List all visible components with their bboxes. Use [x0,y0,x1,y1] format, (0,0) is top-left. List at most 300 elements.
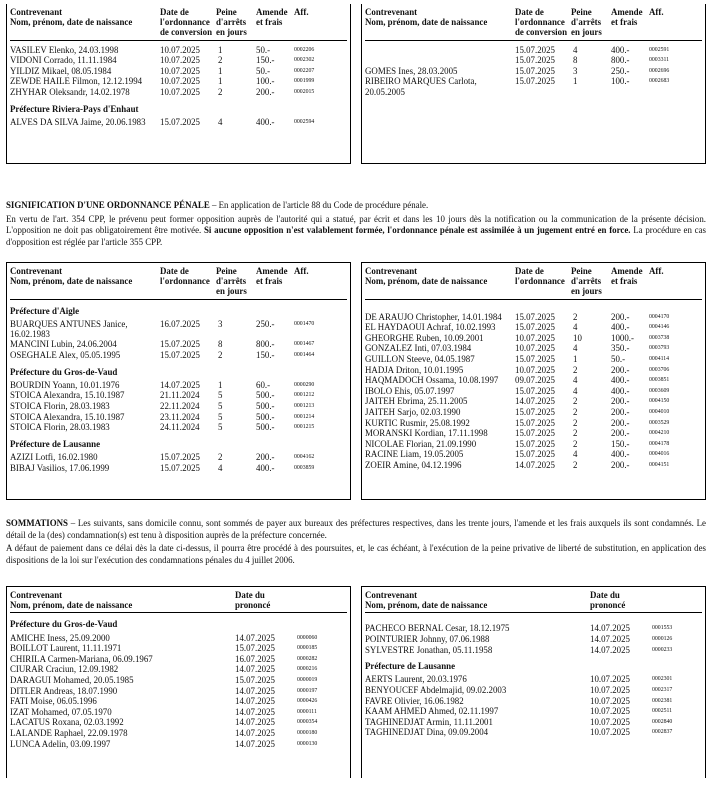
affaire-number: 0002683 [649,78,670,85]
header-amende: Amende et frais [256,7,288,28]
prononce-date: 14.07.2025 [590,634,630,645]
table-row [365,685,702,696]
affaire-number: 0000426 [297,698,318,705]
ordonnance-date: 15.07.2025 [160,452,200,463]
offender-name: BENYOUCEF Abdelmajid, 09.02.2003 [365,685,507,696]
table-row [365,407,702,418]
amende-amount: 400.- [611,44,630,55]
affaire-number: 0004210 [649,430,670,437]
peine-days: 2 [573,364,578,375]
affaire-number: 0000130 [297,740,318,747]
header-peine: Peine d'arrêts en jours [216,266,247,297]
table-row [365,623,702,634]
amende-amount: 500.- [256,401,275,412]
ordonnance-date: 21.11.2024 [160,390,200,401]
table-row [10,380,347,391]
offender-name: MANCINI Lubin, 24.06.2004 [10,339,117,350]
signification-right-rows [365,304,702,471]
table-row [365,322,702,333]
peine-days: 4 [573,385,578,396]
offender-name: AZIZI Lotfi, 16.02.1980 [10,452,98,463]
table-row [10,654,347,665]
group-title: Préfecture Riviera-Pays d'Enhaut [10,103,139,114]
affaire-number: 0000216 [297,666,318,673]
ordonnance-date: 10.07.2025 [160,65,200,76]
affaire-number: 0000185 [297,645,318,652]
affaire-number: 0000019 [297,677,318,684]
amende-amount: 500.- [256,411,275,422]
sommations-right-column [361,586,706,778]
peine-days: 2 [573,417,578,428]
table-header [10,587,347,613]
amende-amount: 400.- [611,449,630,460]
table-row [10,319,347,339]
table-row [365,460,702,471]
amende-amount: 200.- [611,428,630,439]
offender-name: GOMES Ines, 28.03.2005 [365,65,458,76]
amende-amount: 60.- [256,379,271,390]
offender-name: ZEWDE HAILE Filmon, 12.12.1994 [10,76,143,87]
table-row [10,412,347,423]
affaire-number: 0004150 [649,398,670,405]
affaire-number: 0004146 [649,324,670,331]
peine-days: 1 [573,76,578,87]
amende-amount: 50.- [256,44,271,55]
amende-amount: 400.- [256,116,275,127]
peine-days: 5 [218,401,223,412]
header-aff: Aff. [649,7,664,17]
amende-amount: 200.- [611,407,630,418]
offender-name: IBOLO Ehis, 05.07.1997 [365,385,455,396]
ordonnance-date: 24.11.2024 [160,422,200,433]
affaire-number: 0001464 [294,352,315,358]
peine-days: 1 [218,65,223,76]
prononce-date: 15.07.2025 [235,675,275,686]
table-row [365,418,702,429]
signification-left-rows [10,306,347,474]
table-row [10,45,347,56]
prononce-date: 14.07.2025 [590,644,630,655]
offender-name: AERTS Laurent, 20.03.1976 [365,674,467,685]
affaire-number: 0001467 [294,341,315,348]
affaire-number: 0004114 [649,356,670,363]
amende-amount: 150.- [611,438,630,449]
header-contrevenant: Contrevenant [10,266,63,276]
offender-name: IZAT Mohamed, 07.05.1970 [10,706,112,717]
intro-text: – En application de l'article 88 du Code de procédure pénale. [209,200,429,210]
offender-name: AMICHE Iness, 25.09.2000 [10,632,110,643]
header-identity: Nom, prénom, date de naissance [365,17,488,28]
sommations-paragraph: A défaut de paiement dans ce délai dès la date ci-dessus, il pourra être procédé à des poursuites, et, le cas échéant, à l'exécution de la peine privative de liberté de substitution, en application des dispositions de la loi sur l'exécution des condamnations pénales du 4 juillet 2006. [6,543,706,565]
sommations-left-rows [10,633,347,750]
ordonnance-date: 10.07.2025 [160,87,200,98]
header-amende: Amende et frais [611,266,643,287]
ordonnance-date: 15.07.2025 [515,354,555,365]
table-row [365,645,702,656]
amende-amount: 400.- [611,322,630,333]
affaire-number: 0004016 [649,451,670,458]
table-row [10,401,347,412]
offender-name: NICOLAE Florian, 21.09.1990 [365,438,477,449]
offender-name: CIURAR Craciun, 12.09.1982 [10,664,119,675]
offender-name: CHIRILA Carmen-Mariana, 06.09.1967 [10,653,153,664]
offender-name: GUILLON Steeve, 04.05.1987 [365,354,475,365]
peine-days: 4 [573,375,578,386]
signification-right-column [361,262,706,500]
prononce-date: 16.07.2025 [235,653,275,664]
offender-name: RIBEIRO MARQUES Carlota, 20.05.2005 [365,76,477,97]
header-aff: Aff. [294,7,309,17]
offender-name: ALVES DA SILVA Jaime, 20.06.1983 [10,116,146,127]
prononce-date: 14.07.2025 [235,632,275,643]
table-header [365,263,702,300]
table-row [365,674,702,685]
sommations-intro [6,518,706,541]
offender-name: STOICA Florin, 28.03.1983 [10,401,110,412]
table-row [10,664,347,675]
table-row [365,55,702,66]
amende-amount: 50.- [256,65,271,76]
table-row [365,439,702,450]
header-contrevenant: Contrevenant [10,590,63,600]
signification-tables [6,262,706,500]
table-row [365,696,702,707]
group-title: Préfecture d'Aigle [10,305,80,316]
amende-amount: 50.- [611,354,626,365]
peine-days: 2 [573,311,578,322]
ordonnance-date: 14.07.2025 [515,460,555,471]
table-row [365,727,702,738]
section-title: SIGNIFICATION D'UNE ORDONNANCE PÉNALE [6,200,210,210]
table-row [10,675,347,686]
amende-amount: 400.- [256,462,275,473]
prononce-date: 14.07.2025 [235,696,275,707]
peine-days: 2 [218,55,223,66]
peine-days: 2 [218,350,223,360]
ordonnance-date: 09.07.2025 [515,375,555,386]
offender-name: JAITEH Ebrima, 25.11.2005 [365,396,468,407]
offender-name: FAVRE Olivier, 16.06.1982 [365,695,464,706]
peine-days: 4 [573,322,578,333]
offender-name: JAITEH Sarjo, 02.03.1990 [365,407,461,418]
amende-amount: 1000.- [611,332,634,343]
header-identity: Nom, prénom, date de naissance [10,276,133,287]
offender-name: LUNCA Adelin, 03.09.1997 [10,738,111,749]
sommations-tables [6,586,706,778]
offender-name: GHEORGHE Ruben, 10.09.2001 [365,332,484,343]
offender-name: RACINE Liam, 19.05.2005 [365,449,464,460]
ordonnance-date: 22.11.2024 [160,401,200,412]
offender-name: BUARQUES ANTUNES Janice, 16.02.1983 [10,318,128,340]
affaire-number: 0002317 [652,687,673,694]
header-contrevenant: Contrevenant [10,7,63,17]
affaire-number: 0003706 [649,366,670,373]
affaire-number: 0004010 [649,409,670,416]
offender-name: FATI Moise, 06.05.1996 [10,696,97,707]
prononce-date: 14.07.2025 [235,728,275,739]
offender-name: KURTIC Rusmir, 25.08.1992 [365,417,470,428]
header-contrevenant: Contrevenant [365,266,418,276]
affaire-number: 0003609 [649,387,670,394]
table-row [10,350,347,361]
prononce-date: 10.07.2025 [590,716,630,727]
table-row [10,55,347,66]
affaire-number: 0002381 [652,697,673,704]
affaire-number: 0003311 [649,57,670,64]
affaire-number: 0002696 [649,67,670,74]
affaire-number: 0001553 [652,625,673,632]
offender-name: LALANDE Raphael, 22.09.1978 [10,728,128,739]
prononce-date: 10.07.2025 [590,727,630,738]
header-identity: Nom, prénom, date de naissance [10,600,133,611]
amende-amount: 200.- [611,460,630,471]
affaire-number: 0000060 [297,634,318,641]
table-row [365,66,702,77]
table-row [365,449,702,460]
header-identity: Nom, prénom, date de naissance [10,17,133,28]
header-date-conversion: Date de l'ordonnance de conversion [160,7,213,38]
conversion-left-column [6,4,351,164]
prononce-date: 14.07.2025 [235,717,275,728]
peine-days: 4 [573,449,578,460]
ordonnance-date: 14.07.2025 [160,379,200,390]
affaire-number: 0003793 [649,345,670,352]
peine-days: 2 [573,407,578,418]
ordonnance-date: 15.07.2025 [160,462,200,473]
offender-name: MORANSKI Kordian, 17.11.1998 [365,428,488,439]
conversion-left-rows [10,45,347,98]
affaire-number: 0004178 [649,440,670,447]
amende-amount: 500.- [256,390,275,401]
sommations-left-column [6,586,351,778]
affaire-number: 0004162 [294,454,315,461]
affaire-number: 0001214 [294,413,315,420]
peine-days: 4 [218,116,223,127]
affaire-number: 0000111 [297,708,317,715]
affaire-number: 0002207 [294,67,315,74]
ordonnance-date: 15.07.2025 [515,322,555,333]
peine-days: 1 [218,379,223,390]
affaire-number: 0002837 [652,729,673,736]
peine-days: 4 [218,462,223,473]
offender-name: BOILLOT Laurent, 11.11.1971 [10,643,122,654]
table-row [365,45,702,56]
ordonnance-date: 15.07.2025 [515,76,555,87]
amende-amount: 200.- [611,311,630,322]
table-row [10,633,347,644]
offender-name: BOURDIN Yoann, 10.01.1976 [10,379,120,390]
table-row [365,365,702,376]
amende-amount: 200.- [611,396,630,407]
header-contrevenant: Contrevenant [365,7,418,17]
affaire-number: 0002840 [652,718,673,725]
table-row [365,428,702,439]
offender-name: YILDIZ Mikael, 08.05.1984 [10,65,112,76]
prononce-date: 14.07.2025 [590,623,630,634]
table-row [365,396,702,407]
table-row [10,463,347,474]
peine-days: 8 [573,55,578,66]
amende-amount: 100.- [256,76,275,87]
peine-days: 5 [218,390,223,401]
affaire-number: 0003738 [649,334,670,341]
offender-name: SYLVESTRE Jonathan, 05.11.1958 [365,644,493,655]
prononce-date: 14.07.2025 [235,685,275,696]
prononce-date: 10.07.2025 [590,706,630,717]
ordonnance-date: 10.07.2025 [515,343,555,354]
prononce-date: 10.07.2025 [590,695,630,706]
offender-name: STOICA Florin, 28.03.1983 [10,422,110,433]
peine-days: 1 [218,76,223,87]
affaire-number: 0001213 [294,403,315,410]
affaire-number: 0000354 [297,719,318,726]
offender-name: VIDONI Corrado, 11.11.1984 [10,55,117,66]
header-date-ordonnance: Date de l'ordonnance [515,266,565,287]
sommations-right-rows [365,617,702,655]
ordonnance-date: 14.07.2025 [515,396,555,407]
amende-amount: 200.- [256,452,275,463]
signification-section [6,200,706,250]
affaire-number: 0004151 [649,462,670,469]
paragraph-bold-text: Si aucune opposition n'est valablement formée, l'ordonnance pénale est assimilée à un jugement entré en force. [204,225,631,236]
table-row [365,717,702,728]
table-header [365,587,702,613]
peine-days: 4 [573,44,578,55]
group-title: Préfecture de Lausanne [365,661,456,672]
prononce-date: 10.07.2025 [590,685,630,696]
offender-name: VASILEV Elenko, 24.03.1998 [10,44,119,55]
prononce-date: 14.07.2025 [235,664,275,675]
header-contrevenant: Contrevenant [365,590,418,600]
prononce-date: 14.07.2025 [235,706,275,717]
ordonnance-date: 15.07.2025 [515,407,555,418]
offender-name: TAGHINEDJAT Dina, 09.09.2004 [365,727,489,738]
offender-name: HADJA Driton, 10.01.1995 [365,364,464,375]
table-row [10,707,347,718]
peine-days: 1 [573,354,578,365]
table-row [10,717,347,728]
affaire-number: 0002511 [652,708,673,715]
offender-name: DE ARAUJO Christopher, 14.01.1984 [365,311,502,322]
ordonnance-date: 10.07.2025 [515,332,555,343]
amende-amount: 200.- [256,87,275,98]
conversion-right-column [361,4,706,164]
ordonnance-date: 15.07.2025 [515,385,555,396]
intro-text: – Les suivants, sans domicile connu, sont sommés de payer aux bureaux des préfectures respectives, dans les trente jours, l'amende et les frais auxquels ils sont condamnés. Le détail de la (des) condamnation(s) est tenu à disposition auprès de la préfecture concernée. [6,518,706,540]
affaire-number: 0000126 [652,636,673,643]
amende-amount: 150.- [256,55,275,66]
table-row [10,422,347,433]
table-row [10,728,347,739]
table-row [365,343,702,354]
table-row [365,386,702,397]
affaire-number: 0003529 [649,419,670,426]
sommations-section [6,518,706,568]
peine-days: 2 [218,452,223,463]
affaire-number: 0001999 [294,78,315,85]
offender-name: DITLER Andreas, 18.07.1990 [10,685,118,696]
ordonnance-date: 15.07.2025 [160,339,200,350]
header-identity: Nom, prénom, date de naissance [365,600,488,611]
table-row [10,117,347,128]
table-row [10,452,347,463]
peine-days: 3 [573,65,578,76]
peine-days: 5 [218,411,223,422]
table-row [10,339,347,350]
group-title: Préfecture de Lausanne [10,438,101,449]
group-title: Préfecture du Gros-de-Vaud [10,366,118,377]
peine-days: 2 [573,396,578,407]
affaire-number: 0003851 [649,377,670,384]
peine-days: 2 [573,438,578,449]
affaire-number: 0002015 [294,89,315,96]
table-row [365,706,702,717]
affaire-number: 0000282 [297,655,318,662]
sommations-right-group-rows [365,674,702,738]
amende-amount: 800.- [611,55,630,66]
header-date-conversion: Date de l'ordonnance de conversion [515,7,568,38]
affaire-number: 0002591 [649,46,670,53]
ordonnance-date: 15.07.2025 [515,417,555,428]
offender-name: STOICA Alexandra, 15.10.1987 [10,411,125,422]
offender-name: POINTURIER Johnny, 07.06.1988 [365,634,490,645]
peine-days: 1 [218,44,223,55]
paragraph-text: En vertu de l'art. 354 CPP, le prévenu peut former opposition auprès de l'autorité qui a statué, par écrit et dans les 10 jours dès la notification ou la communication de la présente décision. L'opposition ne doit pas obligatoirement être motivée. [6,213,706,236]
ordonnance-date: 10.07.2025 [160,76,200,87]
peine-days: 8 [218,339,223,350]
header-aff: Aff. [294,266,309,276]
prononce-date: 14.07.2025 [235,738,275,749]
paragraph-end-text: La procédure en cas d'opposition est réglée par l'article 355 CPP. [6,225,706,247]
ordonnance-date: 15.07.2025 [515,449,555,460]
offender-name: TAGHINEDJAT Armin, 11.11.2001 [365,716,493,727]
ordonnance-date: 15.07.2025 [160,350,200,360]
header-date-ordonnance: Date de l'ordonnance [160,266,210,287]
header-amende: Amende et frais [611,7,643,28]
table-row [365,333,702,344]
header-peine: Peine d'arrêts en jours [216,7,247,38]
signification-paragraph [6,214,706,249]
table-row [10,87,347,98]
affaire-number: 0000197 [297,687,318,694]
table-row [10,66,347,77]
offender-name: HAQMADOCH Ossama, 10.08.1997 [365,375,499,386]
table-row [10,390,347,401]
table-row [365,354,702,365]
affaire-number: 0002302 [294,57,315,64]
ordonnance-date: 15.07.2025 [515,55,555,66]
ordonnance-date: 10.07.2025 [160,44,200,55]
signification-left-column [6,262,351,500]
signification-intro [6,200,706,212]
table-row [10,643,347,654]
offender-name: KAAM AHMED Ahmed, 02.11.1997 [365,706,499,717]
amende-amount: 500.- [256,422,275,433]
amende-amount: 250.- [611,65,630,76]
ordonnance-date: 15.07.2025 [515,44,555,55]
offender-name: EL HAYDAOUI Achraf, 10.02.1993 [365,322,496,333]
offender-name: STOICA Alexandra, 15.10.1987 [10,390,125,401]
amende-amount: 150.- [256,350,275,360]
offender-name: ZOEIR Amine, 04.12.1996 [365,460,462,471]
ordonnance-date: 15.07.2025 [515,428,555,439]
offender-name: PACHECO BERNAL Cesar, 18.12.1975 [365,623,510,634]
peine-days: 2 [573,460,578,471]
header-identity: Nom, prénom, date de naissance [365,276,488,287]
ordonnance-date: 16.07.2025 [160,318,200,329]
affaire-number: 0001215 [294,424,315,431]
affaire-number: 0002206 [294,46,315,53]
